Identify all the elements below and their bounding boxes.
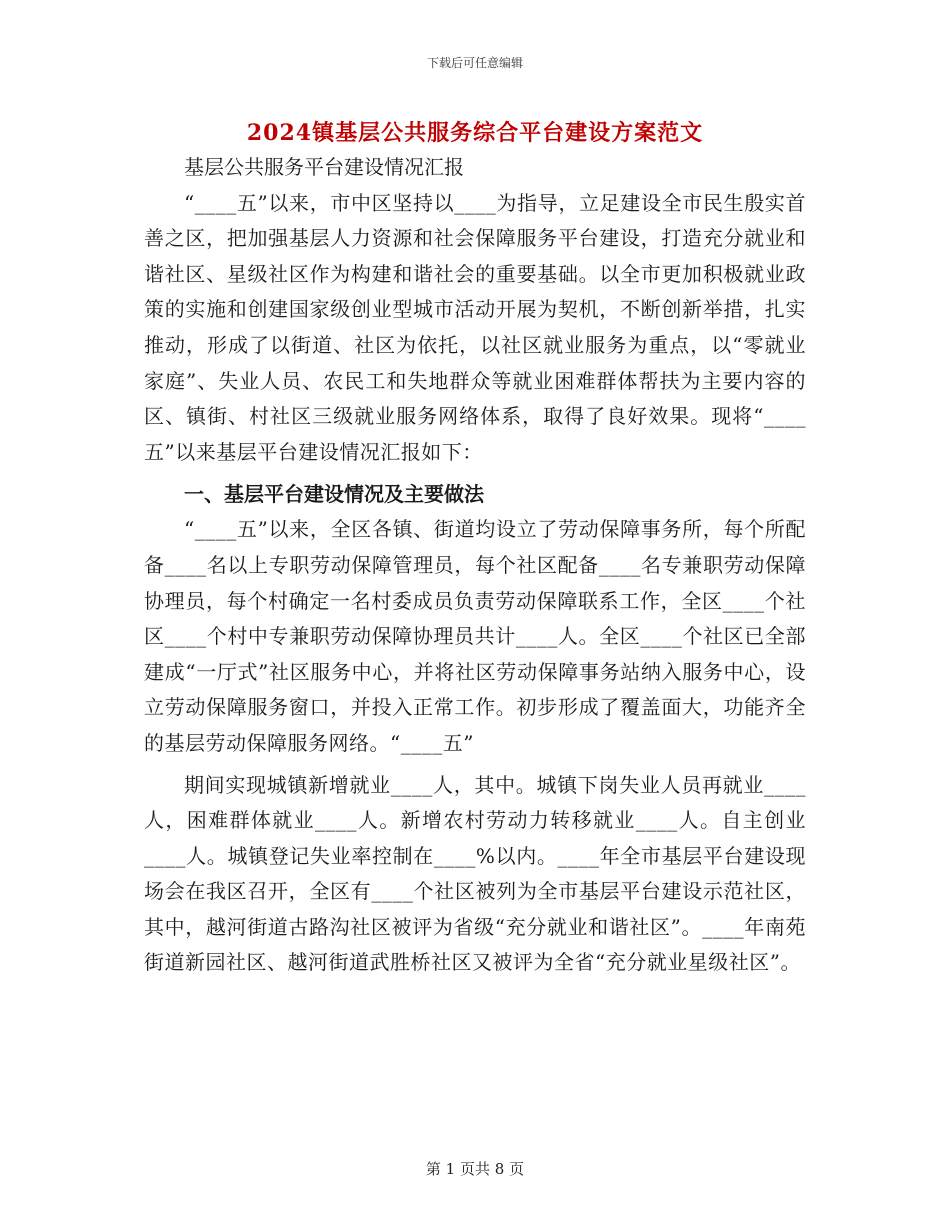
document-title: 2024镇基层公共服务综合平台建设方案范文 <box>246 120 704 146</box>
document-body <box>144 150 806 981</box>
document-subtitle: 基层公共服务平台建设情况汇报 <box>184 155 464 179</box>
section-heading-1: 一、基层平台建设情况及主要做法 <box>184 482 484 507</box>
paragraph-section1-stats: 期间实现城镇新增就业____人，其中。城镇下岗失业人员再就业____人，困难群体就业____人。新增农村劳动力转移就业____人。自主创业____人。城镇登记失业率控制在____%以内。____年全市基层平台建设现场会在我区召开，全区有____个社区被列为全市基层平台建设示范社区，其中，越河街道古路沟社区被评为省级“充分就业和谐社区”。____年南苑街道新园社区、越河街道武胜桥社区又被评为全省“充分就业星级社区”。 <box>144 772 806 975</box>
paragraph-intro: “____五”以来，市中区坚持以____为指导，立足建设全市民生殷实首善之区，把加强基层人力资源和社会保障服务平台建设，打造充分就业和谐社区、星级社区作为构建和谐社会的重要基础。以全市更加积极就业政策的实施和创建国家级创业型城市活动开展为契机，不断创新举措，扎实推动，形成了以街道、社区为依托，以社区就业服务为重点，以“零就业家庭”、失业人员、农民工和失地群众等就业困难群体帮扶为主要内容的区、镇街、村社区三级就业服务网络体系，取得了良好效果。现将“____五”以来基层平台建设情况汇报如下： <box>144 190 806 464</box>
paragraph-section1-body: “____五”以来，全区各镇、街道均设立了劳动保障事务所，每个所配备____名以上专职劳动保障管理员，每个社区配备____名专兼职劳动保障协理员，每个村确定一名村委成员负责劳动保障联系工作，全区____个社区____个村中专兼职劳动保障协理员共计____人。全区____个社区已全部建成“一厅式”社区服务中心，并将社区劳动保障事务站纳入服务中心，设立劳动保障服务窗口，并投入正常工作。初步形成了覆盖面大，功能齐全的基层劳动保障服务网络。“____五” <box>144 517 806 755</box>
page-footer: 第 1 页共 8 页 <box>425 1160 525 1178</box>
header-note: 下载后可任意编辑 <box>426 56 523 70</box>
